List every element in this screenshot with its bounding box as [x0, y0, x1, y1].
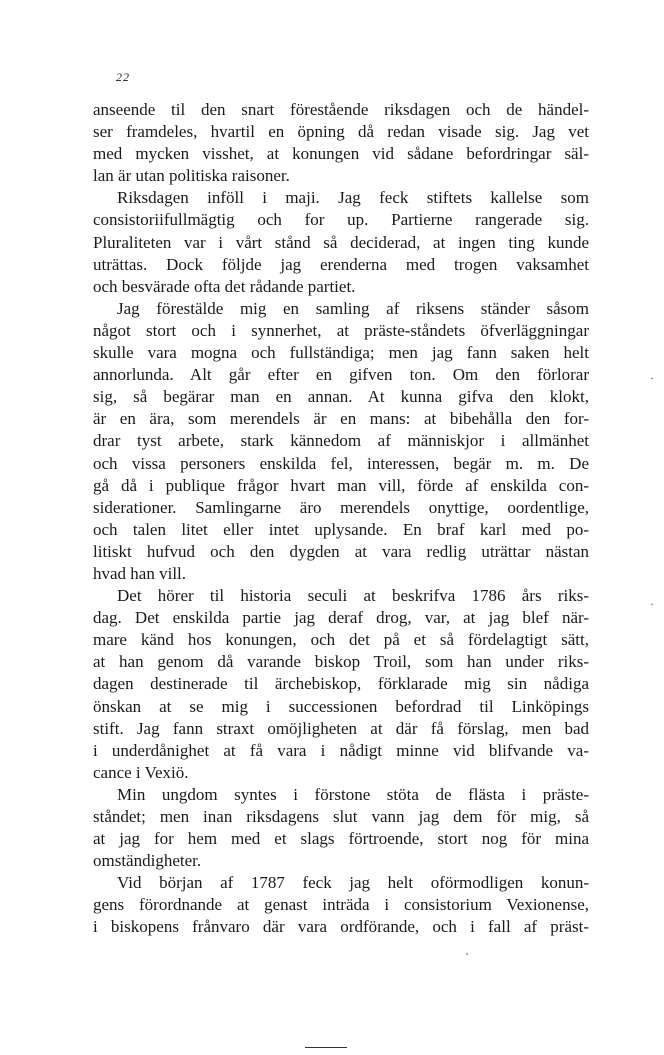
text-line: cance i Vexiö. — [93, 762, 189, 782]
text-line: drar tyst arbete, stark kännedom af människjor i allmänhet — [93, 431, 589, 451]
text-line: Jag förestälde mig en samling af riksens ständer såsom — [117, 298, 589, 318]
text-line: gens förordnande at genast inträda i consistorium Vexionense, — [93, 895, 589, 915]
bottom-rule — [305, 1047, 347, 1048]
margin-mark: · — [650, 371, 654, 385]
text-line: anseende til den snart förestående riksdagen och de händel- — [93, 100, 589, 119]
text-line: Det hörer til historia seculi at beskrifva 1786 års riks- — [117, 586, 589, 606]
text-line: i underdånighet at få vara i nådigt minne vid blifvande va- — [93, 740, 589, 760]
text-line: ståndet; men inan riksdagens slut vann jag dem för mig, så — [93, 807, 589, 826]
text-line: och talen litet eller intet uplysande. En braf karl med po- — [93, 519, 589, 539]
text-line: consistoriifullmägtig och for up. Partierne rangerade sig. — [93, 210, 589, 230]
text-line: mare känd hos konungen, och det på et så fördelagtigt sätt, — [93, 630, 589, 650]
text-line: gå då i publique frågor hvart man vill, förde af enskilda con- — [93, 475, 589, 495]
body-text — [93, 99, 589, 939]
text-line: Riksdagen inföll i maji. Jag feck stiftets kallelse som — [117, 188, 589, 208]
text-line: stift. Jag fann straxt omöjligheten at där få förslag, men bad — [93, 718, 589, 738]
text-line: och besvärade ofta det rådande partiet. — [93, 276, 356, 296]
text-line: at han genom då varande biskop Troil, som han under riks- — [93, 652, 589, 672]
text-line: siderationer. Samlingarne äro merendels onyttige, oordentlige, — [93, 497, 589, 517]
text-line: annorlunda. Alt går efter en gifven ton. Om den förlorar — [93, 365, 589, 385]
text-line: Pluraliteten var i vårt stånd så deciderad, at ingen ting kunde — [93, 232, 589, 252]
text-line: dagen destinerade til ärchebiskop, förklarade mig sin nådiga — [93, 674, 589, 694]
page-speck — [466, 953, 468, 955]
page-number: 22 — [116, 70, 130, 84]
text-line: uträttas. Dock följde jag erenderna med trogen vaksamhet — [93, 254, 589, 274]
text-line: skulle vara mogna och fullständiga; men jag fann saken helt — [93, 343, 589, 363]
text-line: med mycken visshet, at konungen vid sådane befordringar säl- — [93, 144, 589, 164]
text-line: något stort och i synnerhet, at präste-ståndets öfverläggningar — [93, 320, 589, 340]
text-line: hvad han vill. — [93, 563, 187, 583]
text-line: Vid början af 1787 feck jag helt oförmodligen konun- — [117, 873, 589, 893]
text-line: är en ära, som merendels är en mans: at bibehålla den for- — [93, 409, 589, 429]
text-line: litiskt hufvud och den dygden at vara redlig uträttar nästan — [93, 541, 589, 561]
text-line: ser framdeles, hvartil en öpning då redan visade sig. Jag vet — [93, 122, 589, 142]
text-line: at jag for hem med et slags förtroende, stort nog för mina — [93, 829, 589, 849]
text-line: lan är utan politiska raisoner. — [93, 166, 290, 186]
text-line: Min ungdom syntes i förstone stöta de flästa i präste- — [117, 784, 589, 804]
text-line: i biskopens frånvaro där vara ordförande, och i fall af präst- — [93, 917, 589, 937]
text-line: omständigheter. — [93, 851, 202, 871]
text-line: dag. Det enskilda partie jag deraf drog, var, at jag blef när- — [93, 608, 589, 628]
text-line: önskan at se mig i successionen befordrad til Linköpings — [93, 696, 589, 716]
margin-mark: · — [650, 597, 654, 611]
text-line: och vissa personers enskilda fel, interessen, begär m. m. De — [93, 453, 589, 473]
text-line: sig, så begärar man en annan. At kunna gifva den klokt, — [93, 387, 589, 407]
